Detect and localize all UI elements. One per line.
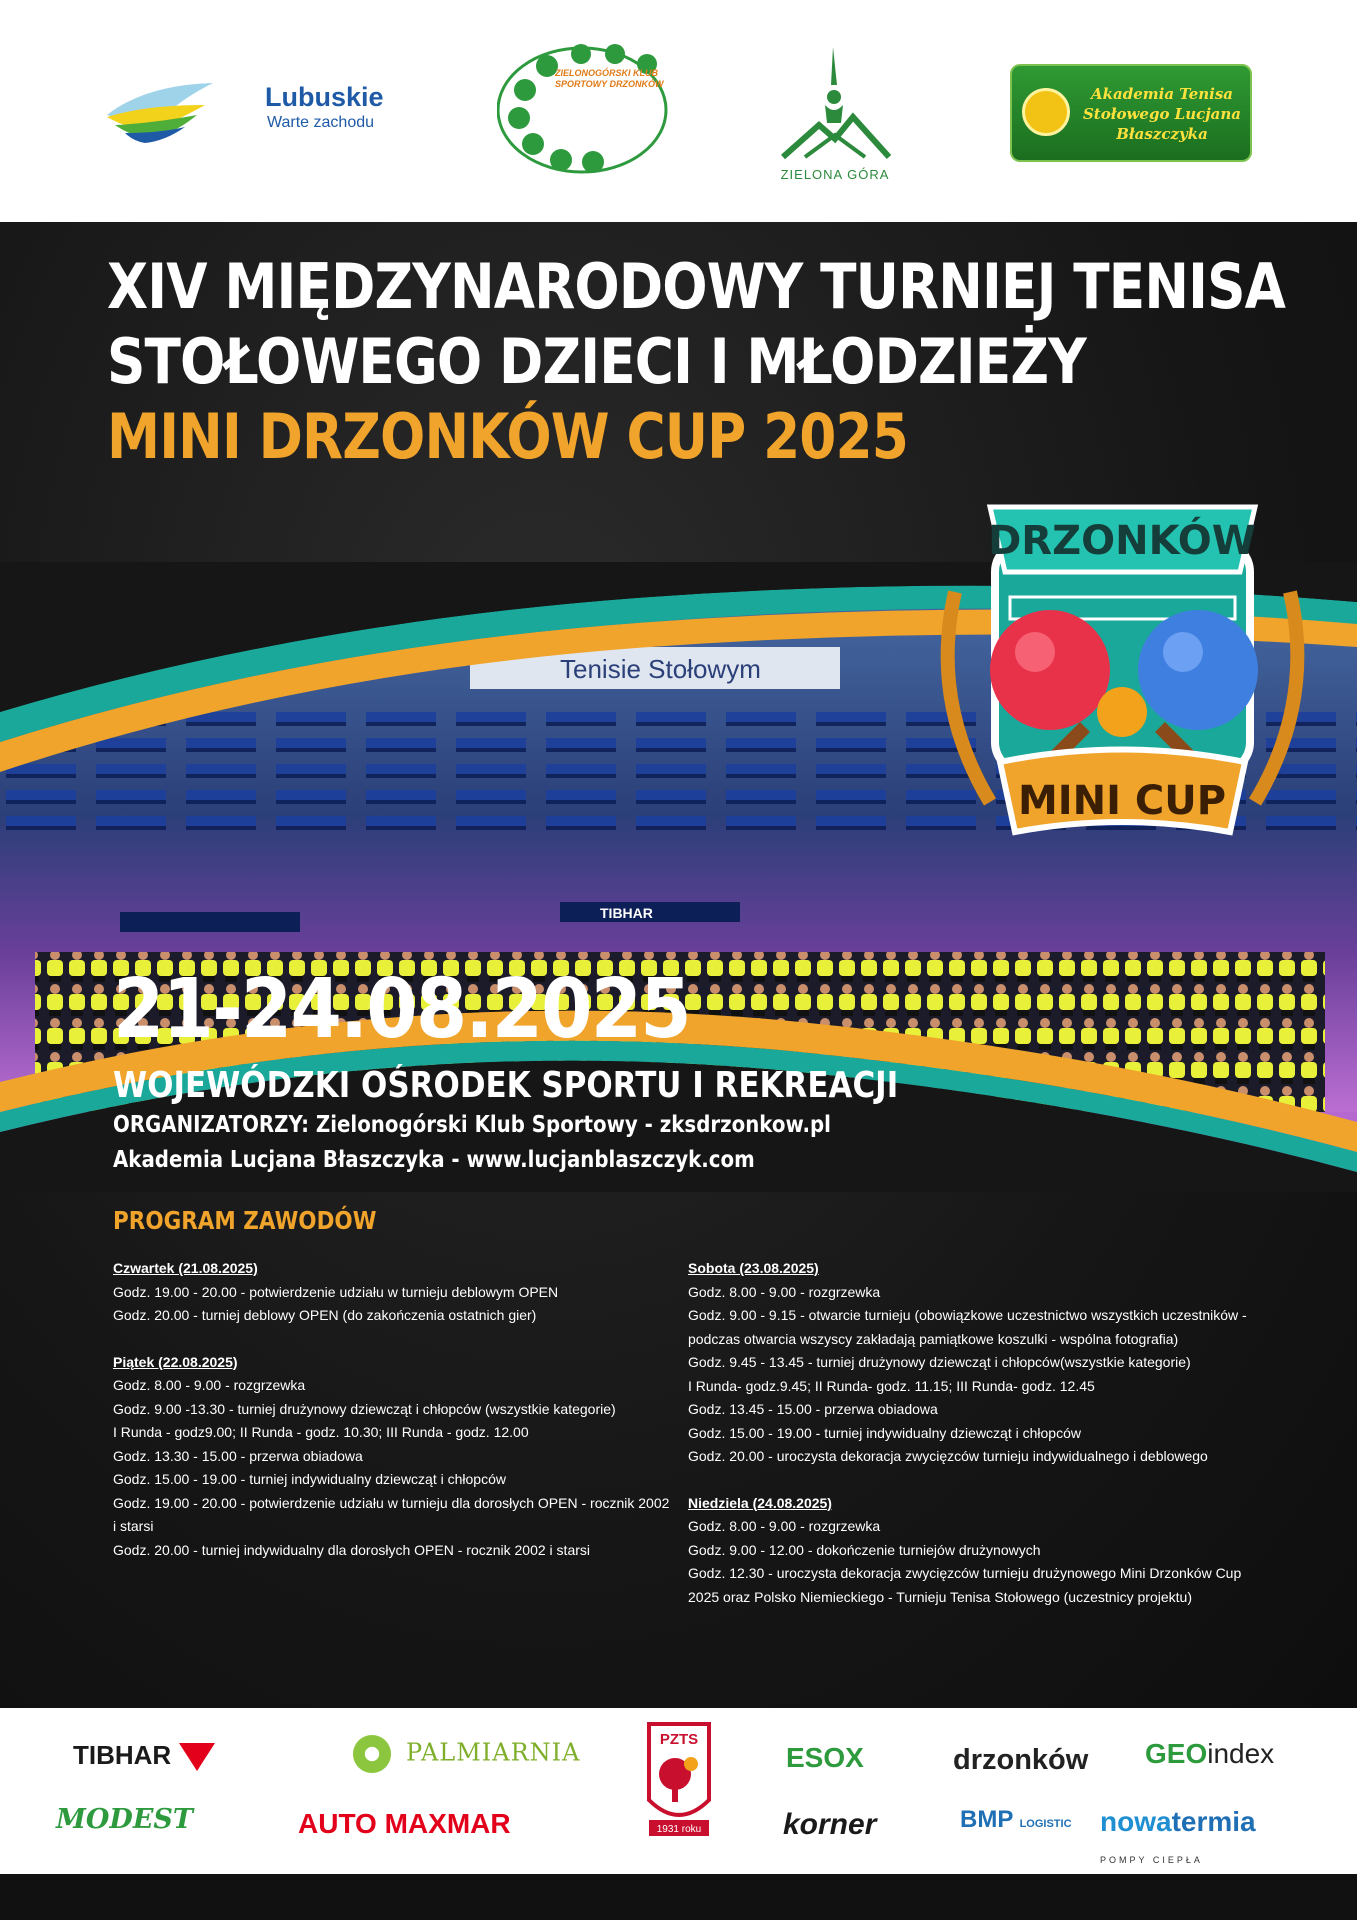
- pzts-year: 1931 roku: [656, 1824, 702, 1835]
- zks-sports-icon: [497, 42, 672, 177]
- program-day-thursday: [113, 1257, 673, 1328]
- tibhar-logo: [73, 1740, 215, 1771]
- program-line: Godz. 20.00 - turniej deblowy OPEN (do zakończenia ostatnich gier): [113, 1307, 537, 1323]
- palmiarnia-logo: [350, 1732, 580, 1776]
- event-date: 21-24.08.2025: [113, 962, 690, 1057]
- esox-logo: ESOX: [786, 1742, 864, 1773]
- program-day-sunday: [688, 1492, 1263, 1610]
- program-line: Godz. 13.30 - 15.00 - przerwa obiadowa: [113, 1447, 363, 1464]
- nowatermia-part-b: termia: [1171, 1806, 1256, 1837]
- partner-logos-band: [0, 0, 1357, 222]
- korner-logo: korner: [783, 1808, 877, 1841]
- zks-club-logo: [497, 42, 672, 177]
- zielona-gora-label: ZIELONA GÓRA: [780, 167, 890, 182]
- pzts-name: PZTS: [659, 1731, 699, 1748]
- palmiarnia-name: PALMIARNIA: [406, 1738, 581, 1767]
- title-line-2: STOŁOWEGO DZIECI I MŁODZIEŻY: [107, 325, 1086, 398]
- geoindex-part-a: GEO: [1145, 1738, 1208, 1769]
- program-heading: PROGRAM ZAWODÓW: [113, 1206, 377, 1235]
- program-line: Godz. 9.00 - 9.15 - otwarcie turnieju (obowiązkowe uczestnictwo wszystkich uczestników - podczas otwarcia wszyscy zakładają pamiątkowe koszulki - wspólna fotografia): [688, 1307, 1247, 1347]
- bottom-bar: [0, 1874, 1357, 1920]
- akademia-name: Akademia Tenisa Stołowego Lucjana Błaszczyka: [1082, 85, 1242, 143]
- title-line-3: MINI DRZONKÓW CUP 2025: [107, 400, 909, 473]
- program-line: Godz. 9.45 - 13.45 - turniej drużynowy dziewcząt i chłopców(wszystkie kategorie): [688, 1354, 1191, 1370]
- program-line: Godz. 13.45 - 15.00 - przerwa obiadowa: [688, 1401, 938, 1417]
- lubuskie-logo: [105, 70, 405, 155]
- event-venue: WOJEWÓDZKI OŚRODEK SPORTU I REKREACJI: [113, 1065, 899, 1106]
- automaxmar-logo: AUTO MAXMAR: [298, 1808, 511, 1839]
- bmp-logistic-logo: [960, 1806, 1072, 1834]
- program-line: Godz. 8.00 - 9.00 - rozgrzewka: [113, 1377, 306, 1393]
- program-day-saturday: [688, 1257, 1263, 1469]
- program-line: Godz. 12.30 - uroczysta dekoracja zwycięzców turnieju drużynowego Mini Drzonków Cup 2025 oraz Polsko Niemieckiego - Turnieju Tenisa Stołowego (uczestnicy projektu): [688, 1565, 1242, 1605]
- program-day-title: Sobota (23.08.2025): [688, 1260, 819, 1276]
- title-line-1: XIV MIĘDZYNARODOWY TURNIEJ TENISA: [107, 250, 1286, 323]
- program-line: Godz. 9.00 - 12.00 - dokończenie turniejów drużynowych: [688, 1541, 1041, 1558]
- program-line: Godz. 19.00 - 20.00 - potwierdzenie udziału w turnieju deblowym OPEN: [113, 1283, 559, 1300]
- program-line: I Runda - godz9.00; II Runda - godz. 10.30; III Runda - godz. 12.00: [113, 1424, 529, 1440]
- program-day-friday: [113, 1351, 673, 1563]
- bmp-sub: LOGISTIC: [1019, 1818, 1072, 1830]
- emblem-top-text: DRZONKÓW: [988, 518, 1256, 564]
- program-day-title: Piątek (22.08.2025): [113, 1353, 238, 1370]
- akademia-logo: [1010, 64, 1252, 162]
- organizers-line-1: ORGANIZATORZY: Zielonogórski Klub Sportowy - zksdrzonkow.pl: [113, 1112, 831, 1138]
- tibhar-board-text: TIBHAR: [600, 905, 653, 921]
- program-line: Godz. 20.00 - turniej indywidualny dla dorosłych OPEN - rocznik 2002 i starsi: [113, 1541, 590, 1558]
- zks-club-name: ZIELONOGÓRSKI KLUB SPORTOWY DRZONKÓW: [555, 68, 664, 89]
- palmiarnia-flower-icon: [350, 1732, 394, 1776]
- lubuskie-tagline: Warte zachodu: [267, 114, 375, 131]
- program-day-title: Czwartek (21.08.2025): [113, 1260, 258, 1276]
- akademia-badge-icon: [1022, 88, 1070, 136]
- program-line: Godz. 9.00 -13.30 - turniej drużynowy dziewcząt i chłopców (wszystkie kategorie): [113, 1400, 616, 1417]
- program-line: Godz. 19.00 - 20.00 - potwierdzenie udziału w turnieju dla dorosłych OPEN - rocznik 2002 i starsi: [113, 1494, 670, 1534]
- sponsor-logos-band: [0, 1708, 1357, 1874]
- program-day-title: Niedziela (24.08.2025): [688, 1494, 832, 1511]
- program-line: Godz. 15.00 - 19.00 - turniej indywidualny dziewcząt i chłopców: [688, 1424, 1081, 1441]
- tibhar-triangle-icon: [179, 1743, 215, 1771]
- program-line: I Runda- godz.9.45; II Runda- godz. 11.15; III Runda- godz. 12.45: [688, 1377, 1095, 1394]
- geoindex-logo: [1145, 1738, 1274, 1770]
- poster-main-panel: [0, 222, 1357, 1708]
- program-line: Godz. 20.00 - uroczysta dekoracja zwycięzców turnieju indywidualnego i deblowego: [688, 1448, 1208, 1464]
- program-line: Godz. 8.00 - 9.00 - rozgrzewka: [688, 1518, 881, 1534]
- program-line: Godz. 15.00 - 19.00 - turniej indywidualny dziewcząt i chłopców: [113, 1471, 506, 1487]
- program-column-right: [688, 1257, 1263, 1632]
- zielona-gora-emblem-icon: [775, 45, 895, 165]
- nowatermia-logo: [1100, 1806, 1256, 1870]
- lubuskie-swoosh-icon: [105, 75, 215, 145]
- pzts-logo: [645, 1720, 713, 1846]
- modest-logo: MODEST: [56, 1804, 193, 1835]
- program-line: Godz. 8.00 - 9.00 - rozgrzewka: [688, 1283, 881, 1300]
- emblem-bottom-text: MINI CUP: [1017, 778, 1227, 824]
- lubuskie-title: Lubuskie: [265, 82, 384, 112]
- program-column-left: [113, 1257, 673, 1585]
- organizers-line-2: Akademia Lucjana Błaszczyka - www.lucjanblaszczyk.com: [113, 1147, 755, 1173]
- hall-banner-text: Tenisie Stołowym: [560, 654, 761, 684]
- bmp-name: BMP: [960, 1806, 1013, 1833]
- nowatermia-part-a: nowa: [1100, 1806, 1172, 1837]
- nowatermia-sub: POMPY CIEPŁA: [1100, 1855, 1203, 1865]
- geoindex-part-b: index: [1207, 1738, 1275, 1769]
- drzonkow-wosir-logo: drzonków: [953, 1744, 1089, 1776]
- tibhar-name: TIBHAR: [73, 1740, 172, 1770]
- zielona-gora-logo: [775, 45, 895, 185]
